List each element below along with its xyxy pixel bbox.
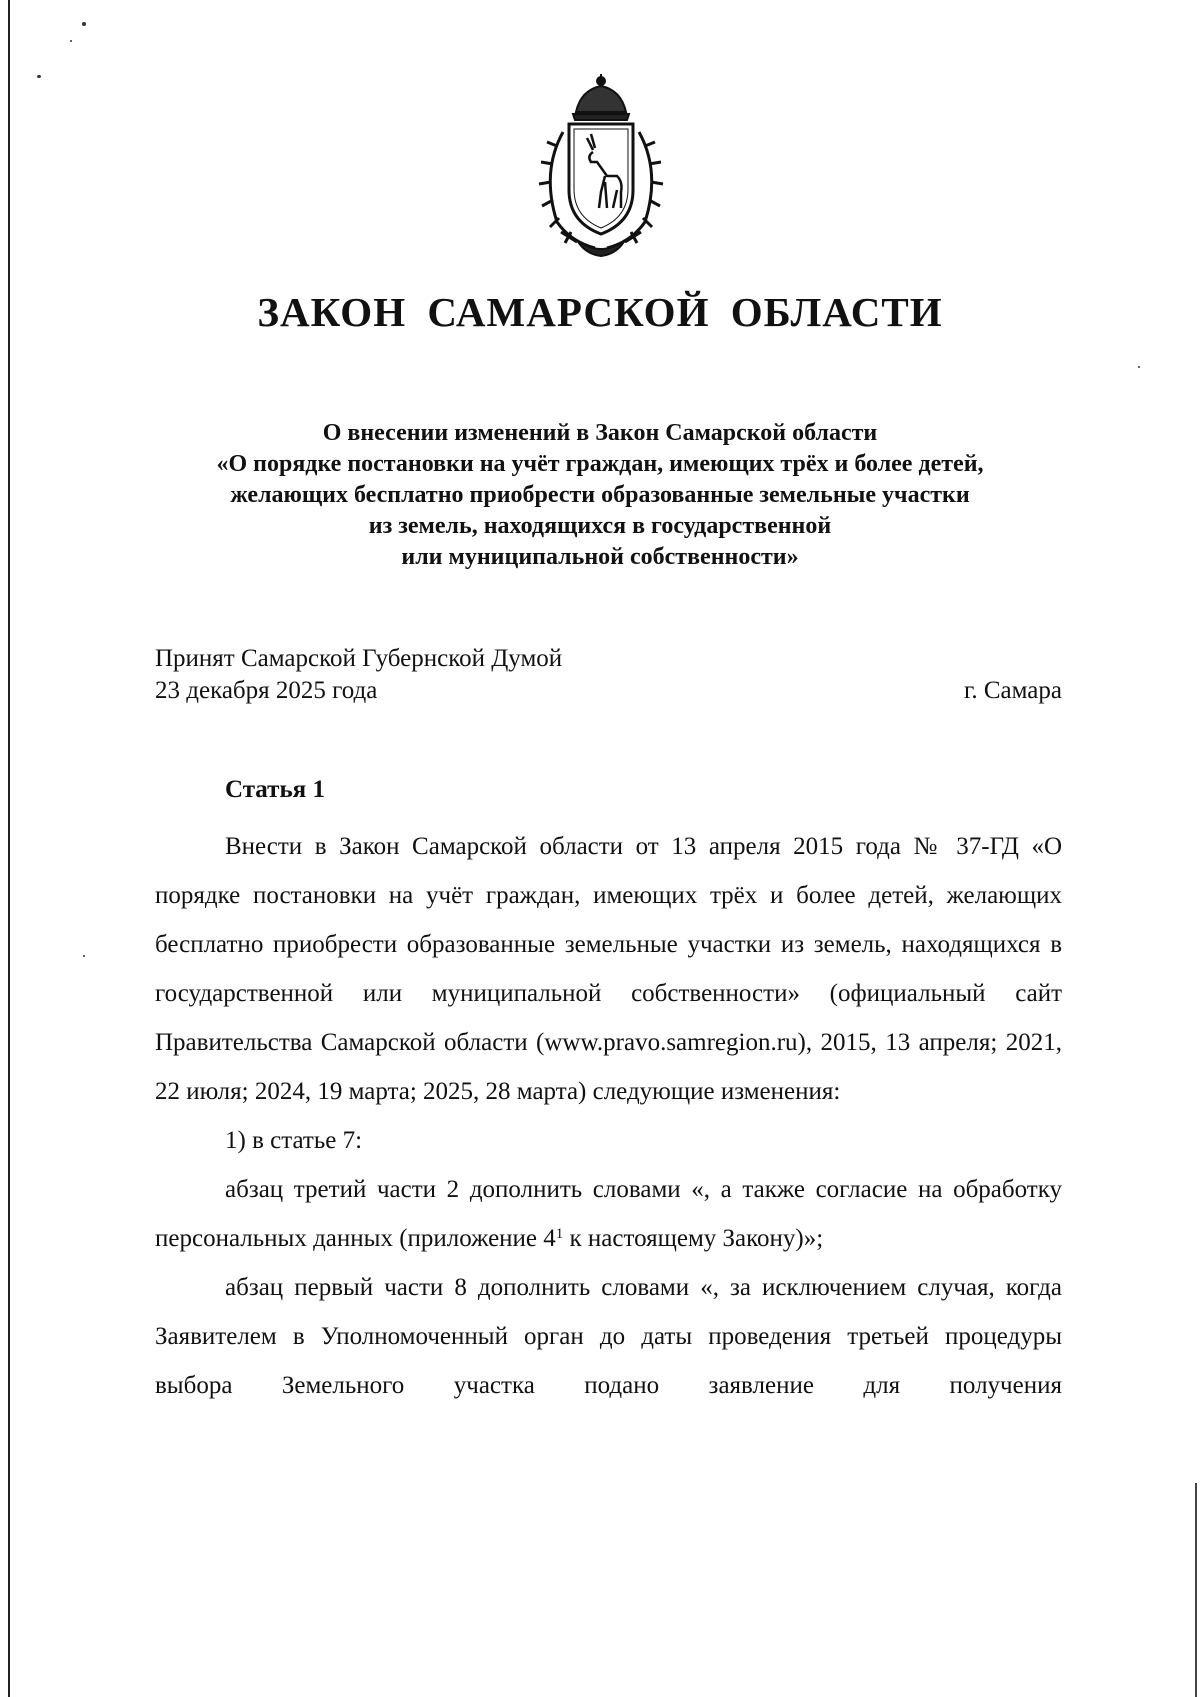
paragraph-text: абзац третий части 2 дополнить словами «, а также согласие на обработку персональных данных (приложение 4 xyxy=(155,1176,1062,1252)
paragraph-text: к настоящему Закону)»; xyxy=(563,1225,824,1252)
paragraph: Внести в Закон Самарской области от 13 апреля 2015 года № 37-ГД «О порядке постановки на учёт граждан, имеющих трёх и более детей, желающих бесплатно приобрести образованные земельные участки из земель, находящихся в государственной или муниципальной собственности» (официальный сайт Правительства Самарской области (www.pravo.samregion.ru), 2015, 13 апреля; 2021, 22 июля; 2024, 19 марта; 2025, 28 марта) следующие изменения: xyxy=(155,833,1062,1105)
scan-speck xyxy=(37,75,41,78)
subtitle-line: желающих бесплатно приобрести образованные земельные участки xyxy=(230,482,970,508)
adoption-info xyxy=(155,643,562,707)
superscript: 1 xyxy=(555,1226,564,1242)
paragraph: 1) в статье 7: xyxy=(225,1127,363,1154)
subtitle-line: или муниципальной собственности» xyxy=(401,544,799,570)
article-title: Статья 1 xyxy=(225,776,325,803)
scan-speck xyxy=(70,40,72,42)
subtitle-line: из земель, находящихся в государственной xyxy=(368,513,832,539)
scan-edge-right xyxy=(1195,1483,1197,1697)
adopted-date: 23 декабря 2025 года xyxy=(155,677,378,704)
scan-speck xyxy=(82,22,86,26)
adopted-by: Принят Самарской Губернской Думой xyxy=(155,645,563,672)
scan-speck xyxy=(83,955,85,957)
article-body xyxy=(155,822,1062,1410)
document-title: ЗАКОН САМАРСКОЙ ОБЛАСТИ xyxy=(257,289,943,335)
scan-edge-left xyxy=(8,0,10,1697)
scan-speck xyxy=(1138,366,1140,368)
subtitle-line: О внесении изменений в Закон Самарской области xyxy=(322,420,878,446)
city: г. Самара xyxy=(963,677,1062,704)
paragraph: абзац первый части 8 дополнить словами «, за исключением случая, когда Заявителем в Уполномоченный орган до даты проведения третьей процедуры выбора Земельного участка подано заявление для получения xyxy=(155,1274,1062,1399)
law-subtitle xyxy=(0,418,1200,573)
samara-coat-of-arms-icon xyxy=(521,72,681,262)
paragraph xyxy=(155,1165,1062,1263)
subtitle-line: «О порядке постановки на учёт граждан, имеющих трёх и более детей, xyxy=(216,451,984,477)
